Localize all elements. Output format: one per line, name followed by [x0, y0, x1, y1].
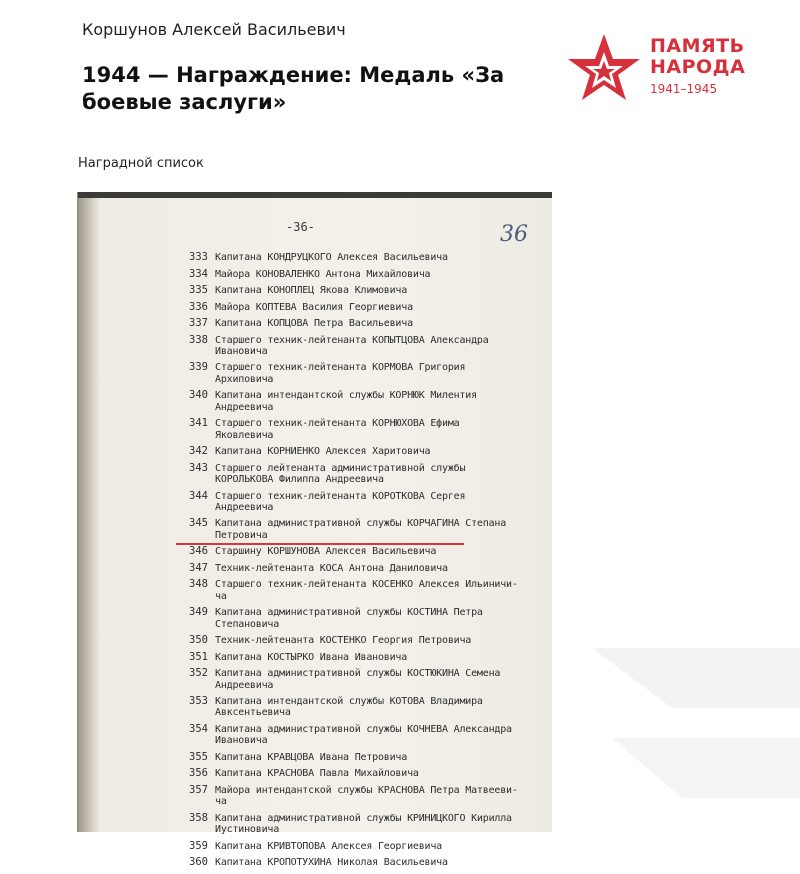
entry-text: Капитана административной службы КОРЧАГИНА Степана Петровича: [215, 518, 507, 541]
entry-text: Капитана КОНОПЛЕЦ Якова Климовича: [215, 285, 408, 296]
entry-number: 344: [189, 489, 208, 502]
red-star-icon: [566, 32, 642, 102]
entry-text: Капитана интендантской службы КОТОВА Владимира Авксентьевича: [215, 696, 483, 719]
entry-number: 353: [189, 695, 208, 708]
entry-number: 345: [189, 517, 208, 530]
list-item: [78, 491, 552, 514]
entry-number: 346: [189, 545, 208, 558]
scan-top-edge: [78, 192, 552, 198]
list-item: [78, 785, 552, 808]
entry-text: Старшего техник-лейтенанта КОСЕНКО Алексея Ильиничи- ча: [215, 579, 518, 602]
entry-number: 337: [189, 317, 208, 329]
list-item: [78, 463, 552, 486]
entry-number: 356: [189, 767, 208, 780]
list-item: [78, 635, 552, 646]
entry-text: Старшего техник-лейтенанта КОРНЮХОВА Ефима Яковлевича: [215, 418, 460, 441]
entry-text: Капитана административной службы КОЧНЕВА Александра Ивановича: [215, 723, 512, 747]
entry-number: 347: [189, 561, 208, 574]
list-item: [78, 607, 552, 630]
entry-text: Старшего техник-лейтенанта КОРОТКОВА Сергея Андреевича: [215, 490, 466, 513]
pamyat-naroda-logo[interactable]: [566, 32, 766, 102]
entry-text: Капитана административной службы КРИНИЦКОГО Кирилла Иустиновича: [215, 812, 512, 836]
entry-text: Старшину КОРШУНОВА Алексея Васильевича: [215, 546, 437, 558]
entry-number: 336: [189, 300, 208, 313]
list-item: [78, 302, 552, 313]
entry-text: Капитана КРИВТОПОВА Алексея Георгиевича: [215, 840, 442, 852]
entry-text: Капитана КОПЦОВА Петра Васильевича: [215, 318, 413, 329]
entry-text: Капитана КРОПОТУХИНА Николая Васильевича: [215, 857, 448, 869]
list-item: [78, 318, 552, 329]
entry-text: Майора КОПТЕВА Василия Георгиевича: [215, 301, 413, 313]
entry-number: 351: [189, 650, 208, 663]
entry-number: 334: [189, 267, 208, 280]
entry-number: 354: [189, 722, 208, 735]
list-item: [78, 269, 552, 280]
list-item: [78, 841, 552, 852]
watermark-shape: [552, 608, 800, 832]
list-item: [78, 390, 552, 413]
entry-text: Майора КОНОВАЛЕНКО Антона Михайловича: [215, 268, 431, 280]
entry-text: Капитана КОРНИЕНКО Алексея Харитовича: [215, 446, 431, 458]
list-item: [78, 418, 552, 441]
list-item: [78, 335, 552, 358]
list-item: [78, 696, 552, 719]
list-item: [78, 652, 552, 663]
entry-number: 359: [189, 839, 208, 852]
list-item: [78, 768, 552, 779]
entry-text: Капитана КОНДРУЦКОГО Алексея Васильевича: [215, 252, 448, 263]
entry-number: 348: [189, 578, 208, 591]
award-title: 1944 — Награждение: Медаль «За боевые заслуги»: [82, 63, 505, 114]
list-item: [78, 724, 552, 747]
entry-text: Старшего лейтенанта административной службы КОРОЛЬКОВА Филиппа Андреевича: [215, 462, 466, 486]
entry-number: 355: [189, 750, 208, 763]
entry-number: 358: [189, 811, 208, 824]
list-item: [78, 563, 552, 574]
handwritten-page-number: 36: [500, 222, 528, 247]
list-item: [78, 362, 552, 385]
award-list: [78, 252, 552, 874]
list-item: [78, 252, 552, 263]
entry-number: 343: [189, 461, 208, 474]
entry-text: Старшего техник-лейтенанта КОПЫТЦОВА Александра Ивановича: [215, 334, 489, 357]
entry-number: 340: [189, 389, 208, 402]
entry-number: 360: [189, 856, 208, 869]
list-item: [78, 752, 552, 763]
entry-text: Капитана интендантской службы КОРНЮК Милентия Андреевича: [215, 390, 477, 413]
entry-number: 352: [189, 667, 208, 680]
list-item: [78, 857, 552, 868]
logo-text: [650, 36, 745, 98]
entry-text: Старшего техник-лейтенанта КОРМОВА Григория Архиповича: [215, 362, 466, 385]
entry-number: 339: [189, 361, 208, 374]
logo-line-1: ПАМЯТЬ: [650, 35, 745, 57]
person-name: Коршунов Алексей Васильевич: [82, 20, 346, 39]
entry-text: Капитана административной службы КОСТЮКИНА Семена Андреевича: [215, 668, 501, 691]
document-label: Наградной список: [78, 156, 204, 171]
entry-number: 342: [189, 445, 208, 458]
entry-number: 350: [189, 634, 208, 647]
list-item: [78, 579, 552, 602]
document-scan[interactable]: [77, 192, 552, 869]
entry-number: 333: [189, 251, 208, 263]
logo-line-2: НАРОДА: [650, 56, 746, 78]
entry-number: 338: [189, 333, 208, 346]
list-item: [78, 668, 552, 691]
entry-number: 335: [189, 284, 208, 296]
list-item: [78, 446, 552, 457]
entry-text: Капитана административной службы КОСТИНА Петра Степановича: [215, 607, 483, 630]
entry-number: 341: [189, 417, 208, 430]
entry-number: 349: [189, 606, 208, 619]
list-item: [78, 285, 552, 296]
entry-text: Техник-лейтенанта КОСА Антона Даниловича: [215, 562, 448, 574]
list-item: [78, 518, 552, 541]
page-number: -36-: [286, 220, 315, 234]
entry-text: Капитана КОСТЫРКО Ивана Ивановича: [215, 651, 408, 663]
list-item: [78, 546, 552, 557]
entry-text: Техник-лейтенанта КОСТЕНКО Георгия Петровича: [215, 635, 472, 647]
entry-text: Капитана КРАВЦОВА Ивана Петровича: [215, 751, 408, 763]
entry-text: Капитана КРАСНОВА Павла Михайловича: [215, 768, 419, 780]
highlight-underline: [176, 543, 464, 545]
logo-years: 1941–1945: [650, 82, 718, 96]
list-item: [78, 813, 552, 836]
entry-number: 357: [189, 783, 208, 796]
entry-text: Майора интендантской службы КРАСНОВА Петра Матвееви- ча: [215, 784, 518, 808]
